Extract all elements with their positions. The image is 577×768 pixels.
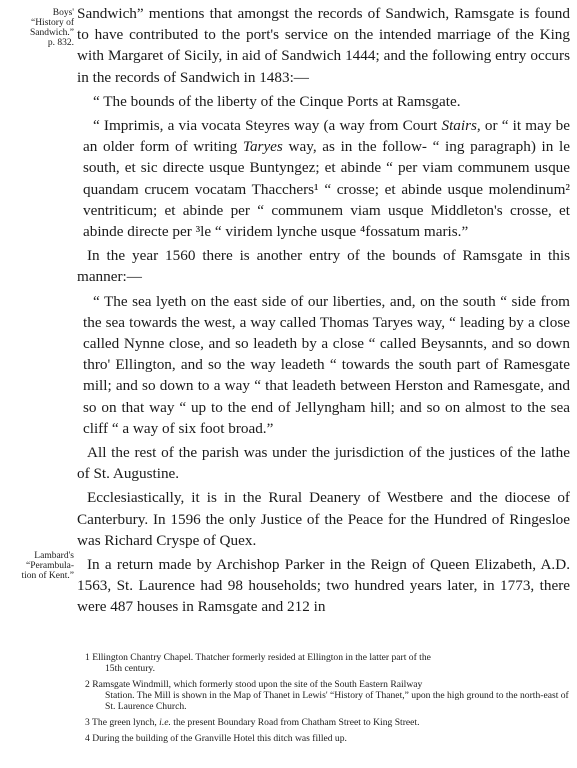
footnote-4 [85, 733, 570, 744]
footnote-number: 2 [85, 679, 90, 690]
italic-term: Stairs [441, 117, 477, 135]
footnote-1 [85, 652, 570, 674]
paragraph-sandwich-records: Sandwich” mentions that amongst the records of Sandwich, Ramsgate is found to have contributed to the port's service on the intended marriage of the King with Margaret of Sicily, in aid of Sandwich 1444; and the following entry occurs in the records of Sandwich in 1483:— [77, 5, 570, 86]
quote-text: “ Imprimis, a via vocata Steyres way (a way from Court [93, 117, 442, 135]
margin-note-line: tion of Kent.” [21, 571, 74, 581]
footnote-text: Ellington Chantry Chapel. Thatcher formerly resided at Ellington in the latter part of the [92, 652, 431, 663]
margin-note-line: “Perambula- [25, 561, 74, 571]
margin-note-lambard [0, 551, 74, 581]
paragraph-ecclesiastical: Ecclesiastically, it is in the Rural Deanery of Westbere and the diocese of Canterbury. In 1596 the only Justice of the Peace for the Hundred of Ringesloe was Richard Cryspe of Quex. [77, 489, 570, 549]
quote-text: , or “ it may be an older form of writing [83, 117, 570, 156]
footnote-text: Ramsgate Windmill, which formerly stood upon the site of the South Eastern Railway [92, 679, 423, 690]
footnote-2 [85, 679, 570, 712]
footnote-number: 3 [85, 717, 90, 728]
main-text [77, 3, 570, 618]
italic-term: Taryes [242, 138, 283, 156]
footnote-text: 15th century. [105, 663, 155, 674]
quote-cinque-ports [77, 91, 570, 242]
margin-note-line: Sandwich.” [29, 28, 74, 38]
quote-imprimis [83, 115, 570, 242]
quote-sea-lyeth [77, 291, 570, 439]
footnote-text: the present Boundary Road from Chatham Street to King Street. [170, 717, 420, 728]
footnote-number: 1 [85, 652, 90, 663]
italic-term: i.e. [159, 717, 171, 728]
quote-title: “ The bounds of the liberty of the Cinque Ports at Ramsgate. [93, 92, 461, 110]
footnote-text: Station. The Mill is shown in the Map of Thanet in Lewis' “History of Thanet,” upon the high ground to the north-east of St. Laurence Church. [105, 690, 569, 712]
quote-text: “ The sea lyeth on the east side of our liberties, and, on the south “ side from the sea towards the west, a way called Thomas Taryes way, “ leading by a close called Nynne close, and so leadeth by a close “ called Beysannts, and so down thro' Ellington, and so the way leadeth “ towards the south part of Ramesgate mill; and so down to a way “ that leadeth between Herston and Ramesgate, and so on that way “ up to the end of Jellyngham hill; and so on almost to the sea cliff “ a way of six foot broad.” [83, 292, 570, 437]
footnote-text: The green lynch, [92, 717, 160, 728]
quote-text: way, as in the follow- “ ing paragraph) in le south, et sic directe usque Buntyngez; et abinde “ per viam communem usque quandam crucem vocatam Thacchers¹ “ crosse; et abinde usque molendinum² ventriticum; et abinde per “ communem viam usque Middleton's crosse, et abinde directe per ³le “ viridem lynche usque ⁴fossatum maris.” [83, 138, 570, 241]
margin-note-line: “History of [30, 18, 74, 28]
footnote-3 [85, 717, 570, 728]
margin-note-line: Lambard's [34, 551, 74, 561]
margin-note-line: Boys' [52, 8, 74, 18]
margin-note-line: p. 832. [47, 38, 74, 48]
footnotes [85, 652, 570, 749]
footnote-text: During the building of the Granville Hotel this ditch was filled up. [92, 733, 347, 744]
margin-note-boys-history [0, 8, 74, 48]
paragraph-households: In a return made by Archishop Parker in the Reign of Queen Elizabeth, A.D. 1563, St. Laurence had 98 households; two hundred years later, in 1773, there were 487 houses in Ramsgate and 212 in [77, 556, 570, 616]
paragraph-jurisdiction: All the rest of the parish was under the jurisdiction of the justices of the lathe of St. Augustine. [77, 444, 570, 483]
footnote-number: 4 [85, 733, 90, 744]
paragraph-1560-entry: In the year 1560 there is another entry of the bounds of Ramsgate in this manner:— [77, 247, 570, 286]
